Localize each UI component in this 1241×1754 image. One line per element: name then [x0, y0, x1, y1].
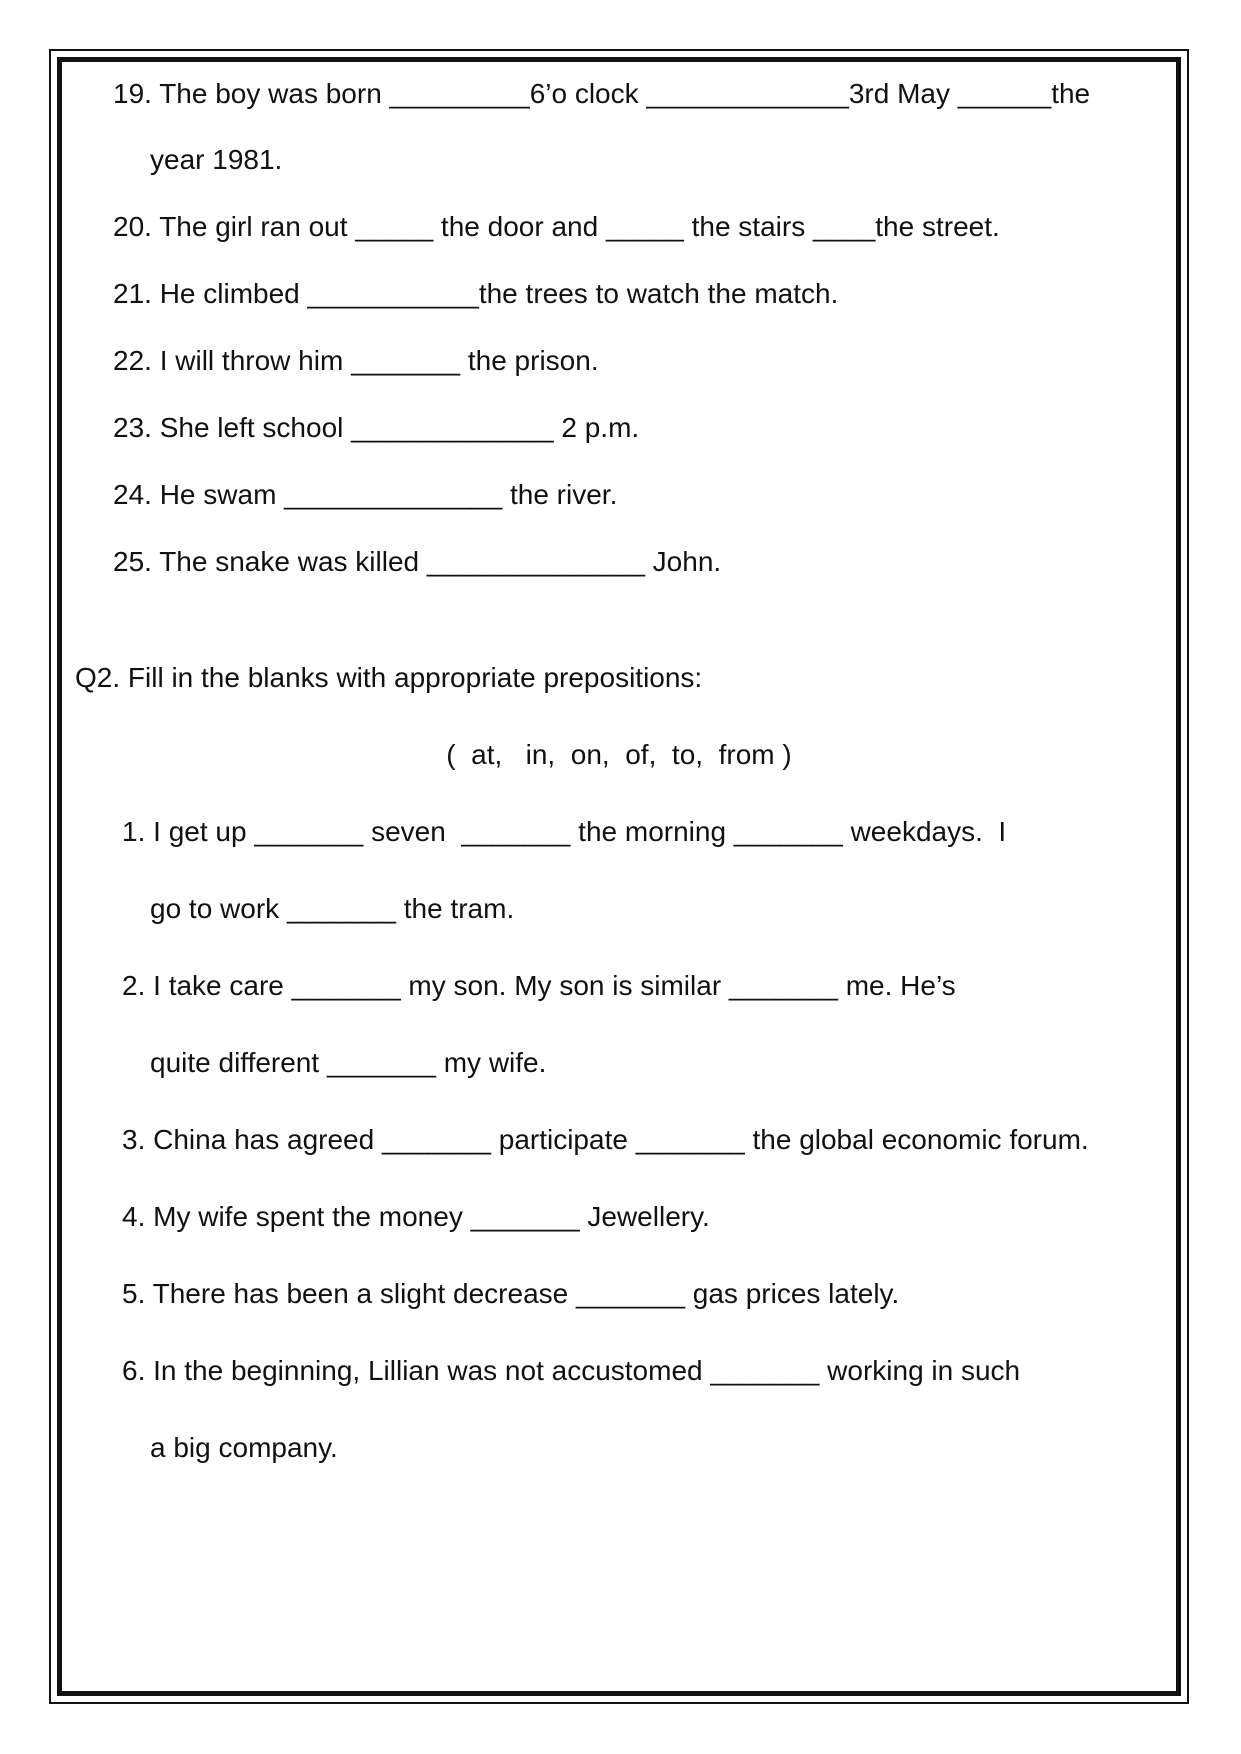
question-5: 5. There has been a slight decrease _______ gas prices lately.: [122, 1278, 900, 1309]
question-23: 23. She left school _____________ 2 p.m.: [113, 412, 640, 443]
question-1-line-1: 1. I get up _______ seven _______ the morning _______ weekdays. I: [122, 816, 1007, 847]
question-24: 24. He swam ______________ the river.: [113, 479, 618, 510]
question-2-line-2: quite different _______ my wife.: [150, 1047, 547, 1078]
question-21: 21. He climbed ___________the trees to watch the match.: [113, 278, 839, 309]
question-22: 22. I will throw him _______ the prison.: [113, 345, 599, 376]
question-4: 4. My wife spent the money _______ Jewellery.: [122, 1201, 710, 1232]
question-20: 20. The girl ran out _____ the door and _____ the stairs ____the street.: [113, 211, 1000, 242]
question-1-line-2: go to work _______ the tram.: [150, 893, 515, 924]
question-2-line-1: 2. I take care _______ my son. My son is similar _______ me. He’s: [122, 970, 956, 1001]
word-bank: ( at, in, on, of, to, from ): [446, 739, 792, 770]
question-3: 3. China has agreed _______ participate _______ the global economic forum.: [122, 1124, 1089, 1155]
question-6-line-2: a big company.: [150, 1432, 338, 1463]
question-6-line-1: 6. In the beginning, Lillian was not accustomed _______ working in such: [122, 1355, 1021, 1386]
question-19-line-2: year 1981.: [150, 144, 283, 175]
question-19-line-1: 19. The boy was born _________6’o clock _____________3rd May ______the: [113, 78, 1091, 109]
section-2-heading: Q2. Fill in the blanks with appropriate prepositions:: [75, 662, 703, 693]
question-25: 25. The snake was killed ______________ John.: [113, 546, 722, 577]
